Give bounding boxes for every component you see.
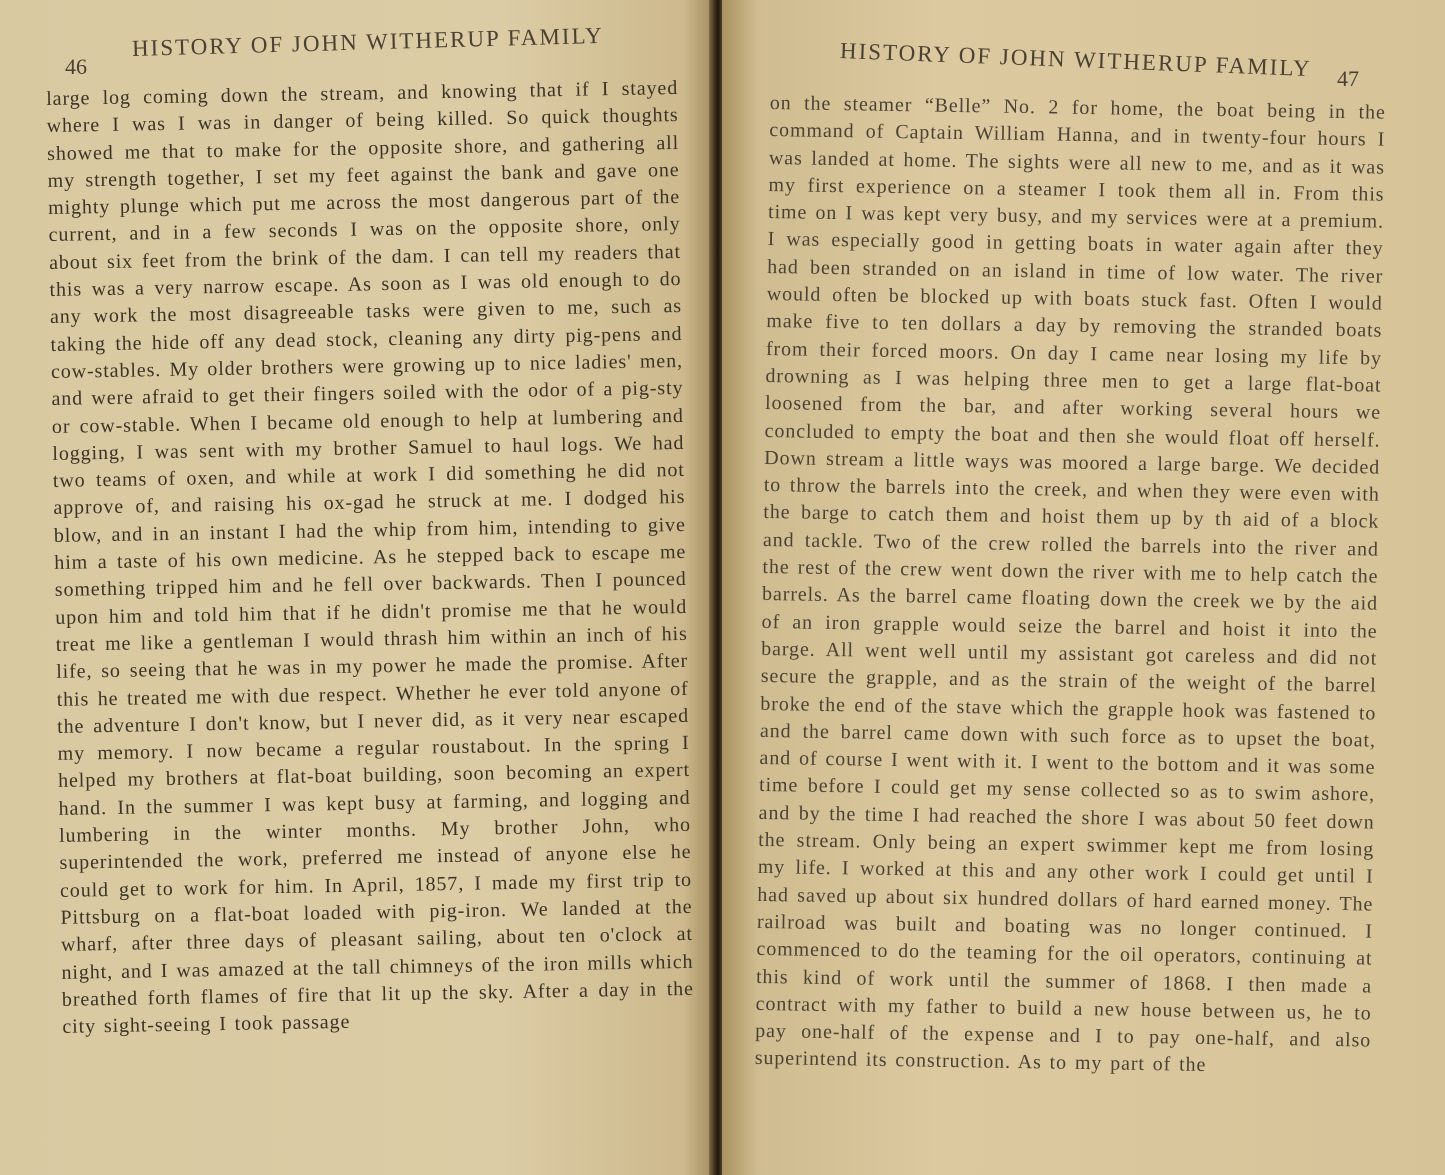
right-page-number: 47 [1337,66,1359,91]
left-running-title: HISTORY OF JOHN WITHERUP FAMILY [131,22,605,61]
left-page-header [0,22,712,79]
right-page [722,0,1445,1175]
right-page-body-text: on the steamer “Belle” No. 2 for home, the boat being in the command of Captain William Hanna, and in twenty-four hours I was landed at home. The sights were all new to me, and as it was my first experience on a steamer I took them all in. From this time on I was kept very busy, and my services were at a premium. I was especially good in getting boats in water again after they had been stranded on an island in time of low water. The river would often be blocked up with boats stuck fast. Often I would make five to ten dollars a day by removing the stranded boats from their forced moors. On day I came near losing my life by drowning as I was helping three men to get a large flat-boat loosened from the bar, and after working several hours we concluded to empty the boat and then she would float off herself. Down stream a little ways was moored a large barge. We decided to throw the barrels into the creek, and when they were even with the barge to catch them and hoist them up by th aid of a block and tackle. Two of the crew rolled the barrels into the river and the rest of the crew went down the river with me to help catch the barrels. As the barrel came floating down the creek we by the aid of an iron grapple would seize the barrel and hoist it into the barge. All went well until my assistant got careless and did not secure the grapple, and as the strain of the weight of the barrel broke the end of the stave which the grapple hook was fastened to and the barrel came down with such force as to upset the boat, and of course I went with it. I went to the bottom and it was some time before I could get my sense collected so as to swim ashore, and by the time I had reached the shore I was about 50 feet down the stream. Only being an expert swimmer kept me from losing my life. I worked at this and any other work I could get until I had saved up about six hundred dollars of hard earned money. The railroad was built and boating was no longer continued. I commenced to do the teaming for the oil operators, continuing at this kind of work until the summer of 1868. I then made a contract with my father to build a new house between us, he to pay one-half of the expense and I to pay one-half, and also superintend its construction. As to my part of the [754,91,1386,1077]
right-running-title: HISTORY OF JOHN WITHERUP FAMILY [839,38,1313,82]
left-page-number: 46 [65,54,87,79]
right-page-header [722,30,1445,91]
left-page [0,0,712,1175]
left-page-body-text: large log coming down the stream, and knowing that if I stayed where I was I was in danger of being killed. So quick thoughts showed me that to make for the opposite shore, and gathering all my strength together, I set my feet against the bank and gave one mighty plunge which put me across the most dangerous part of the current, and in a few seconds I was on the opposite shore, only about six feet from the brink of the dam. I can tell my readers that this was a very narrow escape. As soon as I was old enough to do any work the most disagreeable tasks were given to me, such as taking the hide off any dead stock, cleaning any dirty pig-pens and cow-stables. My older brothers were growing up to nice ladies' men, and were afraid to get their fingers soiled with the odor of a pig-sty or cow-stable. When I became old enough to help at lumbering and logging, I was sent with my brother Samuel to haul logs. We had two teams of oxen, and while at work I did something he did not approve of, and raising his ox-gad he struck at me. I dodged his blow, and in an instant I had the whip from him, intending to give him a taste of his own medicine. As he stepped back to escape me something tripped him and he fell over backwards. Then I pounced upon him and told him that if he didn't promise me that he would treat me like a gentleman I would thrash him within an inch of his life, so seeing that he was in my power he made the promise. After this he treated me with due respect. Whether he ever told anyone of the adventure I don't know, but I never did, as it very near escaped my memory. I now became a regular roustabout. In the spring I helped my brothers at flat-boat building, soon becoming an expert hand. In the summer I was kept busy at farming, and logging and lumbering in the winter months. My brother John, who superintended the work, preferred me instead of anyone else he could get to work for him. In April, 1857, I made my first trip to Pittsburg on a flat-boat loaded with pig-iron. We landed at the wharf, after three days of pleasant sailing, about ten o'clock at night, and I was amazed at the tall chimneys of the iron mills which breathed forth flames of fire that lit up the sky. After a day in the city sight-seeing I took passage [46,76,695,1038]
